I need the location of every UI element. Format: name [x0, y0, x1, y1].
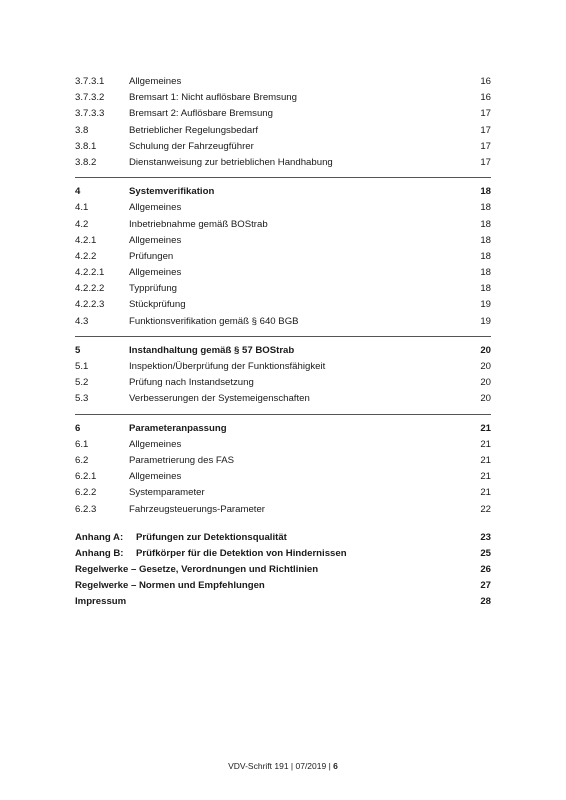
toc-entry-title: Inspektion/Überprüfung der Funktionsfähigkeit — [129, 361, 326, 372]
toc-entry-title: Allgemeines — [129, 76, 182, 87]
toc-annex-entry[interactable] — [75, 530, 491, 546]
toc-entry-number: 3.7.3.1 — [75, 76, 105, 87]
toc-entry[interactable] — [75, 90, 491, 106]
toc-entry[interactable] — [75, 74, 491, 90]
toc-entry[interactable] — [75, 139, 491, 155]
toc-entry-page: 20 — [480, 377, 491, 389]
toc-extra-entry[interactable] — [75, 562, 491, 578]
toc-entry-page: 20 — [480, 393, 491, 405]
toc-entry-title: Typprüfung — [129, 283, 178, 295]
toc-entry[interactable] — [75, 314, 491, 330]
page-footer — [0, 761, 566, 771]
toc-entry-title: Fahrzeugsteuerungs-Parameter — [129, 503, 265, 515]
toc-entry-title: Instandhaltung gemäß § 57 BOStrab — [129, 344, 295, 356]
toc-entry-page: 20 — [480, 344, 491, 356]
toc-entry-page: 22 — [480, 503, 491, 515]
toc-entry[interactable] — [75, 485, 491, 501]
toc-annex-label: Anhang A: — [75, 531, 124, 543]
toc-entry-title: Allgemeines — [129, 234, 182, 246]
toc-entry-title: Parametrierung des FAS — [129, 454, 235, 466]
toc-entry-title: Systemparameter — [129, 487, 205, 499]
toc-entry-title: Regelwerke – Normen und Empfehlungen — [75, 580, 265, 592]
toc-entry-page: 18 — [480, 186, 491, 198]
toc-entry[interactable] — [75, 106, 491, 122]
toc-entry-number: 4.2.1 — [75, 234, 97, 246]
toc-entry-page: 27 — [480, 580, 491, 592]
toc-entry-page: 21 — [480, 487, 491, 499]
toc-entry-number: 6.2.2 — [75, 487, 97, 499]
toc-entry-number: 4.3 — [75, 315, 89, 327]
toc-annexes — [75, 530, 491, 611]
toc-entry-title: Verbesserungen der Systemeigenschaften — [129, 393, 310, 405]
toc-entry-number: 5 — [75, 344, 81, 356]
toc-chapter-heading[interactable] — [75, 421, 491, 437]
toc-entry[interactable] — [75, 217, 491, 233]
toc-entry-number: 6.2 — [75, 454, 89, 466]
toc-entry-number: 6.2.1 — [75, 471, 97, 483]
toc-entry-title: Systemverifikation — [129, 186, 215, 198]
toc-entry-title: Allgemeines — [129, 267, 182, 279]
toc-entry-title: Bremsart 1: Nicht auflösbare Bremsung — [129, 92, 297, 104]
toc-entry[interactable] — [75, 502, 491, 518]
toc-entry-number: 3.7.3.2 — [75, 92, 105, 104]
toc-entry-title: Prüfungen zur Detektionsqualität — [136, 531, 287, 543]
toc-annex-label: Anhang B: — [75, 547, 124, 559]
toc-entry-number: 6.2.3 — [75, 503, 97, 515]
toc-entry-number: 3.8.1 — [75, 140, 97, 152]
toc-chapter-heading[interactable] — [75, 184, 491, 200]
toc-chapter-heading[interactable] — [75, 343, 491, 359]
toc-entry-title: Betrieblicher Regelungsbedarf — [129, 124, 259, 136]
toc-entry-number: 3.8 — [75, 124, 89, 136]
toc-group-continued — [75, 74, 491, 171]
toc-entry-page: 16 — [480, 92, 491, 104]
toc-entry-page: 18 — [480, 218, 491, 230]
toc-entry-page: 18 — [480, 202, 491, 214]
toc-entry-page: 19 — [480, 299, 491, 311]
toc-entry-page: 17 — [480, 156, 491, 168]
toc-entry-title: Allgemeines — [129, 438, 182, 450]
toc-entry-page: 17 — [480, 108, 491, 120]
toc-entry-page: 18 — [480, 234, 491, 246]
toc-entry[interactable] — [75, 469, 491, 485]
toc-entry-number: 4.2.2.2 — [75, 283, 105, 295]
toc-entry-page: 19 — [480, 315, 491, 327]
toc-annex-entry[interactable] — [75, 546, 491, 562]
toc-entry-title: Prüfkörper für die Detektion von Hindernissen — [136, 547, 347, 559]
toc-entry-page: 18 — [480, 283, 491, 295]
toc-entry-title: Parameteranpassung — [129, 422, 227, 434]
table-of-contents — [75, 74, 491, 611]
toc-entry-title: Regelwerke – Gesetze, Verordnungen und Richtlinien — [75, 564, 319, 576]
toc-entry-page: 25 — [480, 547, 491, 559]
toc-entry[interactable] — [75, 281, 491, 297]
toc-section-5 — [75, 343, 491, 408]
toc-entry[interactable] — [75, 359, 491, 375]
toc-entry-title: Inbetriebnahme gemäß BOStrab — [129, 218, 268, 230]
toc-entry-title: Allgemeines — [129, 471, 182, 483]
toc-entry-number: 4.2.2.1 — [75, 267, 105, 279]
toc-entry-page: 17 — [480, 140, 491, 152]
toc-entry-number: 4.2.2 — [75, 250, 97, 262]
toc-entry[interactable] — [75, 375, 491, 391]
toc-entry-page: 18 — [480, 250, 491, 262]
toc-entry[interactable] — [75, 249, 491, 265]
toc-entry-title: Allgemeines — [129, 202, 182, 214]
toc-entry-page: 21 — [480, 422, 491, 434]
toc-entry-page: 16 — [480, 76, 491, 87]
toc-entry-title: Schulung der Fahrzeugführer — [129, 140, 254, 152]
toc-entry-title: Stückprüfung — [129, 299, 186, 311]
toc-entry-page: 20 — [480, 361, 491, 372]
toc-entry-page: 28 — [480, 596, 491, 608]
toc-entry-page: 23 — [480, 531, 491, 543]
toc-extra-entry[interactable] — [75, 594, 491, 610]
toc-entry[interactable] — [75, 265, 491, 281]
toc-entry-number: 5.2 — [75, 377, 89, 389]
toc-entry-number: 5.3 — [75, 393, 89, 405]
toc-entry-number: 3.8.2 — [75, 156, 97, 168]
toc-entry[interactable] — [75, 453, 491, 469]
toc-entry-page: 26 — [480, 564, 491, 576]
toc-entry[interactable] — [75, 233, 491, 249]
toc-entry[interactable] — [75, 123, 491, 139]
toc-entry-number: 6 — [75, 422, 81, 434]
toc-section-4 — [75, 184, 491, 330]
toc-entry-number: 4.2.2.3 — [75, 299, 105, 311]
toc-entry-title: Funktionsverifikation gemäß § 640 BGB — [129, 315, 299, 327]
toc-entry[interactable] — [75, 391, 491, 407]
toc-entry-number: 4.1 — [75, 202, 89, 214]
toc-entry-page: 17 — [480, 124, 491, 136]
toc-extra-entry[interactable] — [75, 578, 491, 594]
toc-entry-title: Bremsart 2: Auflösbare Bremsung — [129, 108, 273, 120]
toc-entry-number: 4 — [75, 186, 81, 198]
toc-entry-number: 5.1 — [75, 361, 89, 372]
toc-entry[interactable] — [75, 200, 491, 216]
toc-entry[interactable] — [75, 155, 491, 171]
toc-entry-title: Dienstanweisung zur betrieblichen Handhabung — [129, 156, 333, 168]
toc-entry-title: Prüfungen — [129, 250, 174, 262]
toc-entry-page: 21 — [480, 438, 491, 450]
toc-entry-number: 6.1 — [75, 438, 89, 450]
toc-entry-title: Prüfung nach Instandsetzung — [129, 377, 254, 389]
toc-entry[interactable] — [75, 297, 491, 313]
toc-entry-number: 3.7.3.3 — [75, 108, 105, 120]
toc-entry-page: 18 — [480, 267, 491, 279]
toc-entry-page: 21 — [480, 471, 491, 483]
toc-section-6 — [75, 421, 491, 518]
footer-text: VDV-Schrift 191 | 07/2019 | — [228, 761, 331, 771]
toc-entry-title: Impressum — [75, 596, 127, 608]
toc-entry[interactable] — [75, 437, 491, 453]
toc-entry-number: 4.2 — [75, 218, 89, 230]
toc-entry-page: 21 — [480, 454, 491, 466]
footer-page-number: 6 — [333, 761, 338, 771]
